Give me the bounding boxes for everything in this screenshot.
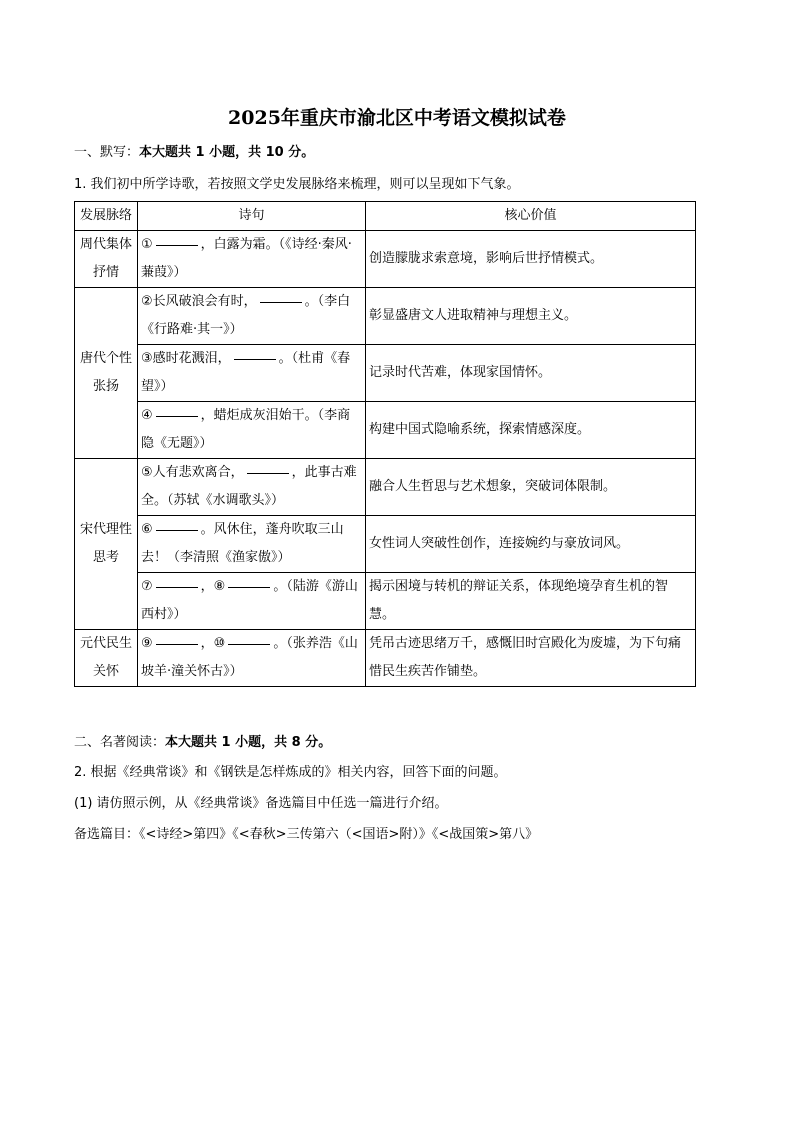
value-cell: 彰显盛唐文人进取精神与理想主义。 <box>366 288 696 345</box>
era-cell: 唐代个性张扬 <box>75 288 138 459</box>
verse-cell: ⑤人有悲欢离合， ，此事古难全。（苏轼《水调歌头》） <box>138 459 366 516</box>
value-cell: 融合人生哲思与艺术想象，突破词体限制。 <box>366 459 696 516</box>
answer-blank[interactable] <box>234 358 276 360</box>
answer-blank[interactable] <box>228 586 270 588</box>
value-cell: 揭示困境与转机的辩证关系，体现绝境孕育生机的智慧。 <box>366 573 696 630</box>
table-row <box>75 573 696 630</box>
verse-cell: ⑨ ，⑩ 。（张养浩《山坡羊·潼关怀古》） <box>138 630 366 687</box>
answer-blank[interactable] <box>247 472 289 474</box>
era-cell: 元代民生关怀 <box>75 630 138 687</box>
section1-prefix: 一、默写： <box>74 145 140 160</box>
header-cell: 发展脉络 <box>75 202 138 231</box>
question2-stem: 2. 根据《经典常谈》和《钢铁是怎样炼成的》相关内容，回答下面的问题。 <box>74 765 507 780</box>
verse-cell: ④ ，蜡炬成灰泪始干。（李商隐《无题》） <box>138 402 366 459</box>
question1-stem: 1. 我们初中所学诗歌，若按照文学史发展脉络来梳理，则可以呈现如下气象。 <box>74 177 520 192</box>
era-cell: 周代集体抒情 <box>75 231 138 288</box>
exam-title: 2025年重庆市渝北区中考语文模拟试卷 <box>228 107 566 129</box>
verse-cell: ②长风破浪会有时， 。（李白《行路难·其一》） <box>138 288 366 345</box>
value-cell: 记录时代苦难，体现家国情怀。 <box>366 345 696 402</box>
section2-heading <box>74 733 331 753</box>
value-cell: 构建中国式隐喻系统，探索情感深度。 <box>366 402 696 459</box>
section2-prefix: 二、名著阅读： <box>74 735 166 750</box>
question2-options: 备选篇目：《<诗经>第四》《<春秋>三传第六（<国语>附）》《<战国策>第八》 <box>74 827 539 842</box>
answer-blank[interactable] <box>156 643 198 645</box>
value-cell: 创造朦胧求索意境，影响后世抒情模式。 <box>366 231 696 288</box>
question2-sub1: (1) 请仿照示例，从《经典常谈》备选篇目中任选一篇进行介绍。 <box>74 796 448 811</box>
section2-score: 本大题共 1 小题，共 8 分。 <box>165 735 332 750</box>
value-cell: 女性词人突破性创作，连接婉约与豪放词风。 <box>366 516 696 573</box>
table-row <box>75 402 696 459</box>
era-cell: 宋代理性思考 <box>75 459 138 630</box>
verse-cell: ⑥ 。风休住，蓬舟吹取三山去！（李清照《渔家傲》） <box>138 516 366 573</box>
table-row <box>75 231 696 288</box>
answer-blank[interactable] <box>156 529 198 531</box>
table-row <box>75 345 696 402</box>
section1-heading <box>74 143 314 163</box>
answer-blank[interactable] <box>260 301 302 303</box>
value-cell: 凭吊古迹思绪万千，感慨旧时宫殿化为废墟，为下句痛惜民生疾苦作铺垫。 <box>366 630 696 687</box>
verse-cell: ③感时花溅泪， 。（杜甫《春望》） <box>138 345 366 402</box>
header-cell: 诗句 <box>138 202 366 231</box>
section1-score: 本大题共 1 小题，共 10 分。 <box>139 145 315 160</box>
answer-blank[interactable] <box>228 643 270 645</box>
table-row <box>75 459 696 516</box>
verse-cell: ① ，白露为霜。（《诗经·秦风·蒹葭》） <box>138 231 366 288</box>
table-row <box>75 288 696 345</box>
table-row <box>75 516 696 573</box>
answer-blank[interactable] <box>156 415 198 417</box>
answer-blank[interactable] <box>156 244 198 246</box>
verse-cell: ⑦ ，⑧ 。（陆游《游山西村》） <box>138 573 366 630</box>
table-header-row <box>75 202 696 231</box>
table-row <box>75 630 696 687</box>
header-cell: 核心价值 <box>366 202 696 231</box>
answer-blank[interactable] <box>156 586 198 588</box>
poetry-table <box>74 201 696 687</box>
